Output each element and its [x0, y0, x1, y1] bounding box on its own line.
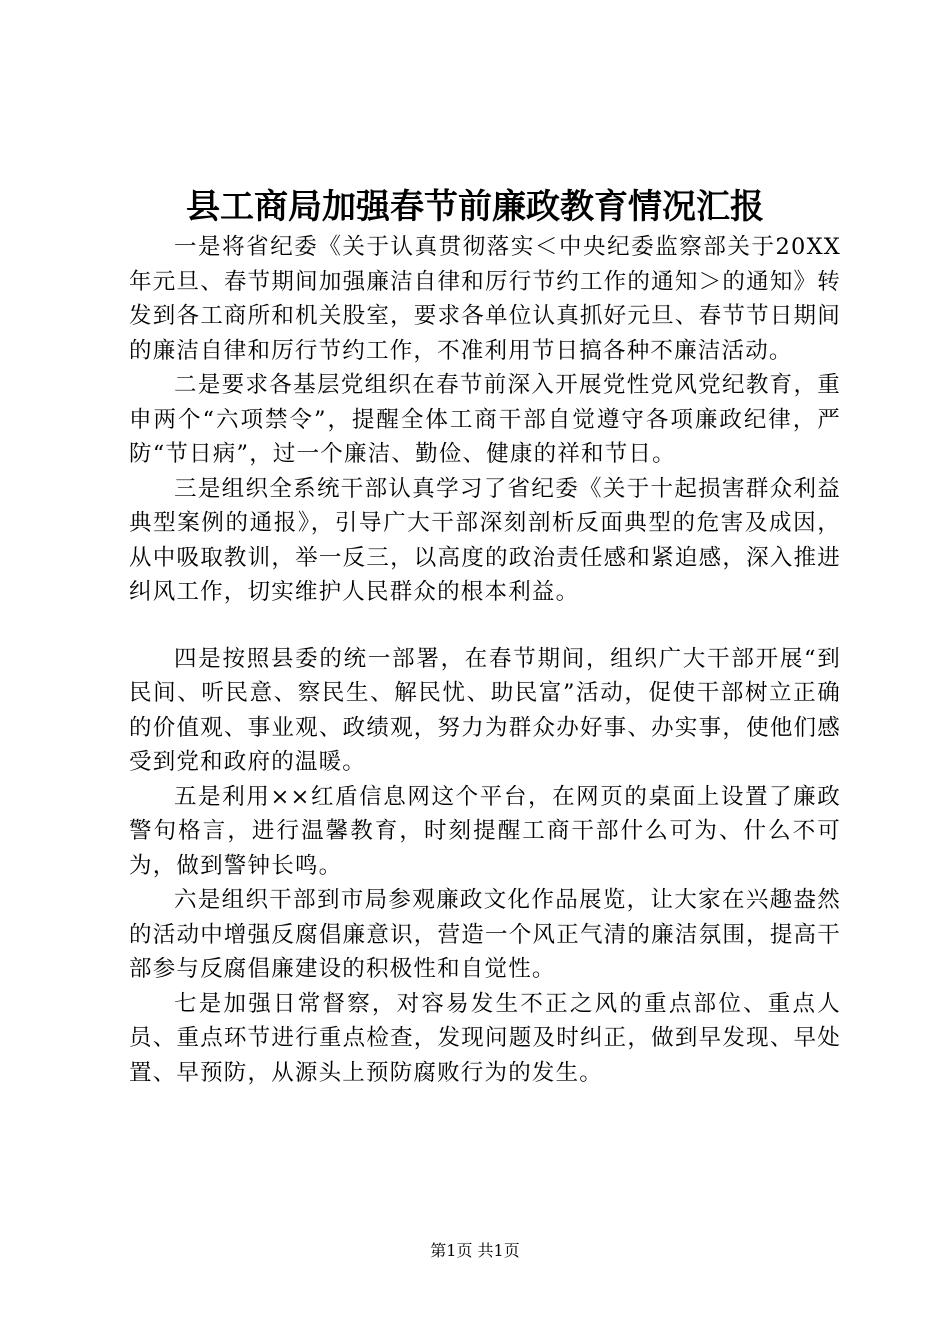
paragraph-2: 二是要求各基层党组织在春节前深入开展党性党风党纪教育，重申两个“六项禁令”，提醒全体工商干部自觉遵守各项廉政纪律，严防“节日病”，过一个廉洁、勤俭、健康的祥和节日。	[129, 372, 841, 467]
paragraph-4: 四是按照县委的统一部署，在春节期间，组织广大干部开展“到民间、听民意、察民生、解民忧、助民富”活动，促使干部树立正确的价值观、事业观、政绩观，努力为群众办好事、办实事，使他们感受到党和政府的温暖。	[129, 645, 841, 775]
page-footer: 第1页 共1页	[430, 1241, 520, 1260]
paragraph-3: 三是组织全系统干部认真学习了省纪委《关于十起损害群众利益典型案例的通报》，引导广大干部深刻剖析反面典型的危害及成因，从中吸取教训，举一反三，以高度的政治责任感和紧迫感，深入推进纠风工作，切实维护人民群众的根本利益。	[129, 475, 841, 605]
paragraph-5: 五是利用××红盾信息网这个平台，在网页的桌面上设置了廉政警句格言，进行温馨教育，时刻提醒工商干部什么可为、什么不可为，做到警钟长鸣。	[129, 783, 841, 879]
paragraph-gap	[129, 610, 841, 642]
paragraph-6: 六是组织干部到市局参观廉政文化作品展览，让大家在兴趣盎然的活动中增强反腐倡廉意识，营造一个风正气清的廉洁氛围，提高干部参与反腐倡廉建设的积极性和自觉性。	[129, 887, 841, 982]
paragraph-1: 一是将省纪委《关于认真贯彻落实＜中央纪委监察部关于20XX年元旦、春节期间加强廉洁自律和厉行节约工作的通知＞的通知》转发到各工商所和机关股室，要求各单位认真抓好元旦、春节节日期间的廉洁自律和厉行节约工作，不准利用节日搞各种不廉洁活动。	[129, 234, 841, 364]
document-body	[129, 230, 841, 1090]
paragraph-7: 七是加强日常督察，对容易发生不正之风的重点部位、重点人员、重点环节进行重点检查，发现问题及时纠正，做到早发现、早处置、早预防，从源头上预防腐败行为的发生。	[129, 990, 841, 1086]
document-title: 县工商局加强春节前廉政教育情况汇报	[186, 187, 764, 227]
